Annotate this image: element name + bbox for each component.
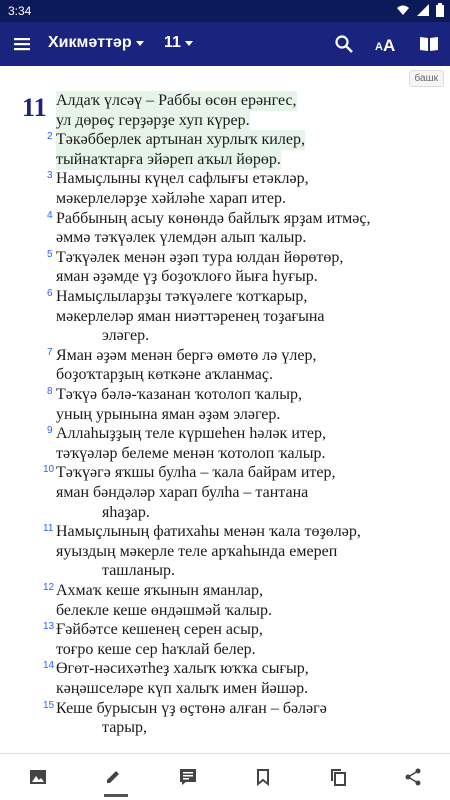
- status-bar: [0, 0, 450, 22]
- verse-number: 6: [47, 288, 53, 299]
- verse-line[interactable]: [56, 209, 371, 229]
- verse-text: тарыр,: [102, 719, 148, 737]
- verse-line[interactable]: [56, 385, 302, 405]
- verse-text: уның урынына яман әҙәм эләгер.: [56, 405, 281, 423]
- verse-text: яман әҙәмде үҙ боҙоҡлоғо йыға һуғыр.: [56, 268, 318, 286]
- verse-line[interactable]: [56, 483, 308, 503]
- verse-number: 2: [47, 131, 53, 143]
- verse-line[interactable]: [56, 405, 280, 425]
- verse-text: тоғро кеше сер һаҡлай белер.: [56, 640, 256, 658]
- chapter-text: [0, 88, 450, 754]
- verse-number: 9: [47, 425, 53, 437]
- verse-line[interactable]: [56, 169, 309, 189]
- verse-text: Яман әҙәм менән бергә өмөтө лә үлер,: [56, 346, 317, 364]
- verse-line[interactable]: [56, 542, 337, 562]
- battery-icon: [436, 3, 444, 17]
- verse-line[interactable]: [56, 267, 318, 287]
- verse-text: ташланыр.: [102, 562, 176, 580]
- book-title: Хикмәттәр: [48, 34, 132, 51]
- verse-line[interactable]: [56, 620, 263, 640]
- chapter-selector[interactable]: [164, 34, 193, 52]
- verse-number: 15: [43, 699, 55, 711]
- chapter-title: 11: [164, 34, 181, 51]
- verse-text: Аллаһыҙҙың теле күршеһен һәләк итер,: [56, 425, 326, 443]
- verse-number: 10: [43, 464, 55, 476]
- verse-number: 12: [43, 582, 55, 593]
- verse-line[interactable]: [56, 581, 263, 601]
- menu-icon[interactable]: [11, 33, 33, 55]
- verse-text: ул дөрөҫ герҙәрҙе хуп күрер.: [56, 111, 250, 129]
- verse-number: 7: [47, 346, 53, 358]
- verse-text: Кеше бурысын үҙ өҫтөнә алған – бәләгә: [56, 699, 327, 717]
- verse-line[interactable]: [56, 640, 256, 660]
- verse-number: 3: [47, 170, 53, 182]
- verse-line[interactable]: [56, 248, 343, 268]
- verse-text: Алдаҡ үлсәү – Раббы өсөн ерәнгес,: [56, 92, 297, 109]
- verse-line[interactable]: [56, 679, 308, 699]
- text-size-icon[interactable]: [375, 33, 397, 55]
- verse-line[interactable]: [56, 463, 336, 483]
- verse-line[interactable]: [56, 365, 273, 385]
- verse-text: яуыздың мәкерле теле арҡаһында емереп: [56, 542, 338, 560]
- notes-icon[interactable]: [177, 766, 199, 788]
- svg-text:A: A: [375, 41, 383, 53]
- verse-number: 11: [43, 523, 54, 535]
- verse-text: Тәҡүәлек менән әҙәп тура юлдан йөрөтөр,: [56, 248, 344, 266]
- verse-line[interactable]: [56, 228, 306, 248]
- verse-text: әммә тәҡүәлек үлемдән алып ҡалыр.: [56, 229, 307, 247]
- book-selector[interactable]: [48, 34, 144, 52]
- chevron-down-icon: [185, 41, 193, 46]
- verse-text: боҙоҡтарҙың көткәне аҡланмаҫ.: [56, 366, 273, 384]
- verse-line[interactable]: [102, 503, 150, 523]
- verse-line[interactable]: [56, 522, 361, 542]
- edit-icon[interactable]: [102, 766, 124, 788]
- share-icon[interactable]: [402, 766, 424, 788]
- chapter-number: 11: [22, 93, 47, 122]
- verse-text: эләгер.: [102, 327, 150, 345]
- verse-text: Тәҡүә бәлә-ҡазанан ҡотолоп ҡалыр,: [56, 386, 302, 403]
- verse-text: Тәкәбберлек артынан хурлыҡ килер,: [56, 131, 305, 149]
- verse-line[interactable]: [56, 130, 305, 150]
- verse-text: кәңәшселәре күп халыҡ имен йәшәр.: [56, 680, 309, 697]
- verse-number: 5: [47, 248, 53, 260]
- verse-text: Намыҫлыларҙы тәҡүәлеге ҡотҡарыр,: [56, 288, 308, 305]
- verse-text: Намыҫлының фатихаһы менән ҡала төҙөләр,: [56, 523, 361, 541]
- verse-line[interactable]: [56, 699, 327, 719]
- verse-text: Тәҡүәгә яҡшы булһа – ҡала байрам итер,: [56, 464, 336, 482]
- verse-line[interactable]: [56, 111, 250, 131]
- verse-text: тыйнаҡтарға эйәреп аҡыл йөрөр.: [56, 150, 281, 168]
- signal-icon: [416, 3, 430, 17]
- version-label[interactable]: башк: [409, 70, 444, 87]
- verse-line[interactable]: [56, 150, 281, 170]
- active-tab-indicator: [104, 794, 128, 797]
- verse-text: яһаҙар.: [102, 503, 150, 521]
- image-icon[interactable]: [27, 766, 49, 788]
- verse-number: 14: [43, 660, 55, 672]
- verse-text: Ғәйбәтсе кешенең серен асыр,: [56, 621, 263, 639]
- verse-text: белекле кеше өндәшмәй ҡалыр.: [56, 601, 272, 619]
- verse-text: Өгөт-нәсихәтһеҙ халыҡ юҡҡа сығыр,: [56, 660, 309, 678]
- book-versions-icon[interactable]: [418, 33, 440, 55]
- verse-line[interactable]: [56, 91, 297, 111]
- bottom-toolbar: [0, 753, 450, 800]
- search-icon[interactable]: [333, 33, 355, 55]
- verse-line[interactable]: [102, 718, 147, 738]
- verse-line[interactable]: [56, 659, 309, 679]
- verse-line[interactable]: [56, 444, 325, 464]
- chevron-down-icon: [136, 41, 144, 46]
- verse-line[interactable]: [56, 424, 326, 444]
- verse-text: тәҡүәләр белеме менән ҡотолоп ҡалыр.: [56, 444, 326, 462]
- copy-icon[interactable]: [327, 766, 349, 788]
- status-time: 3:34: [8, 4, 32, 18]
- verse-line[interactable]: [102, 561, 175, 581]
- verse-line[interactable]: [102, 326, 149, 346]
- verse-line[interactable]: [56, 601, 272, 621]
- verse-line[interactable]: [56, 346, 316, 366]
- verse-line[interactable]: [56, 287, 307, 307]
- bookmark-icon[interactable]: [252, 766, 274, 788]
- verse-line[interactable]: [56, 189, 286, 209]
- verse-text: Намыҫлыны күңел сафлығы етәкләр,: [56, 170, 309, 188]
- verse-number: 8: [47, 386, 53, 397]
- wifi-icon: [396, 3, 410, 17]
- app-bar: [0, 22, 450, 66]
- verse-text: Ахмаҡ кеше яҡынын яманлар,: [56, 582, 264, 599]
- verse-number: 13: [43, 621, 55, 633]
- verse-text: мәкерлеләрҙе хәйләһе харап итер.: [56, 190, 286, 207]
- verse-text: мәкерлеләр яман ниәттәренең тоҙағына: [56, 307, 325, 325]
- verse-text: Раббының асыу көнөндә байлыҡ ярҙам итмәҫ,: [56, 209, 371, 227]
- verse-text: яман бәндәләр харап булһа – тантана: [56, 484, 309, 501]
- verse-number: 4: [47, 209, 53, 221]
- verse-line[interactable]: [56, 307, 325, 327]
- svg-text:A: A: [383, 36, 396, 55]
